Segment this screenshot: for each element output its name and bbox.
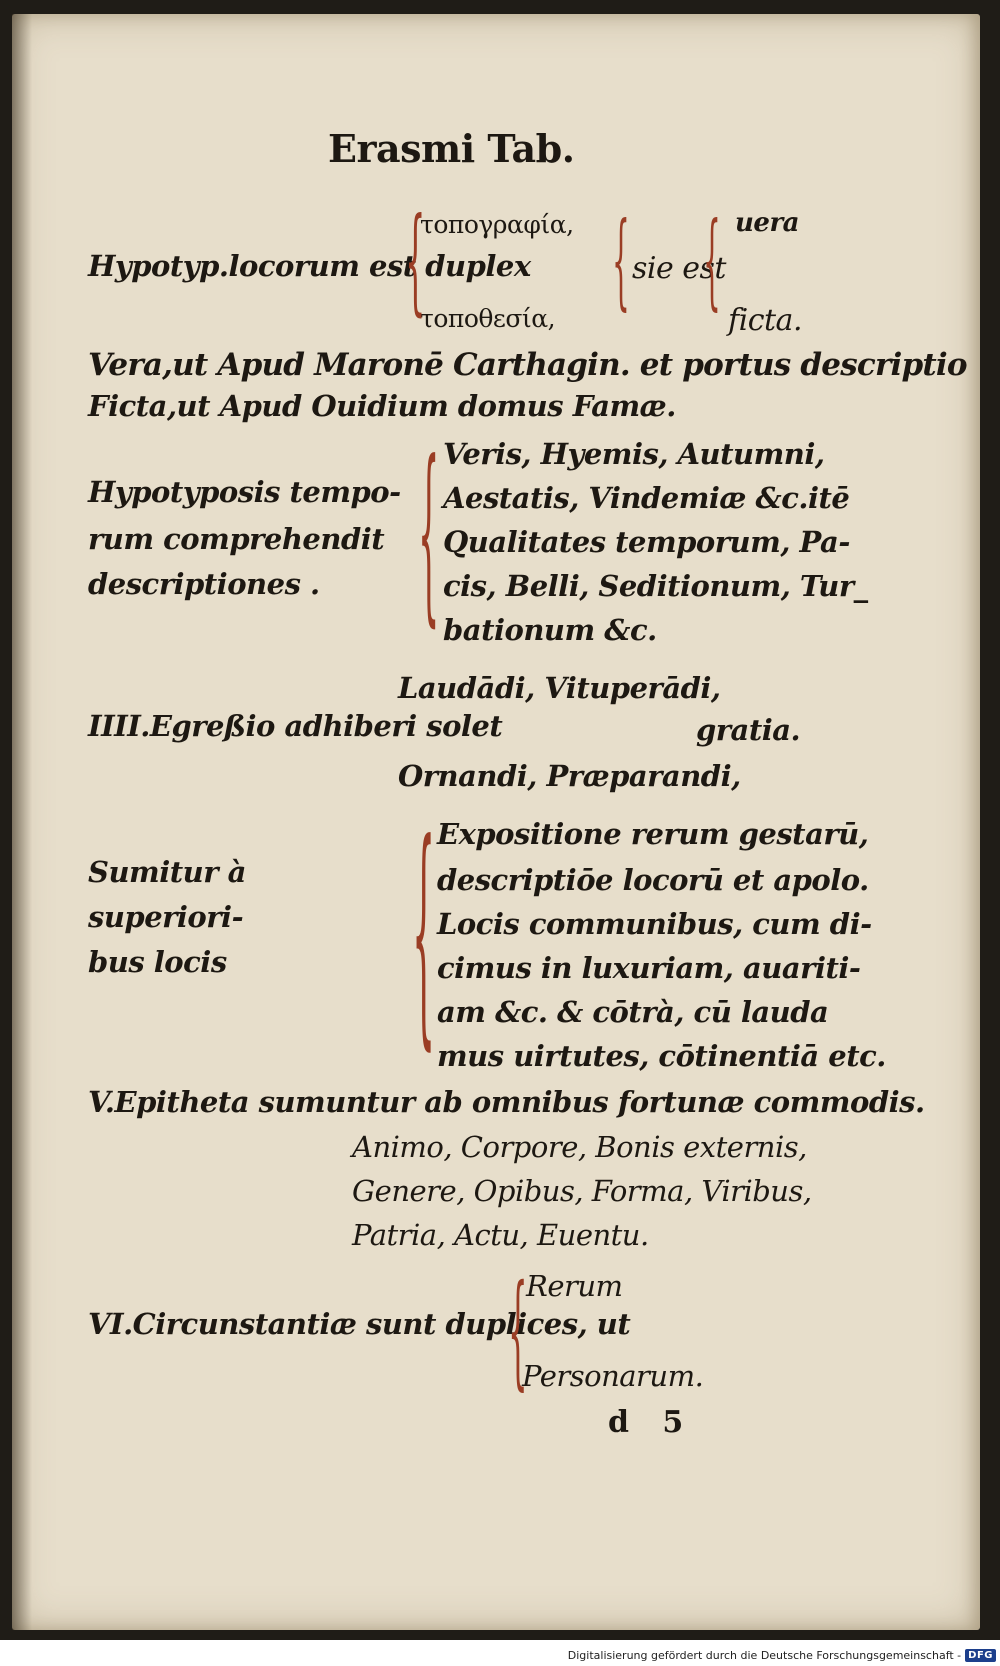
hypotyp-locorum-label: Hypotyp.locorum est duplex [88,249,531,283]
circumstantiae-top: Rerum [526,1269,623,1303]
temporum-item-1: Veris, Hyemis, Autumni, [443,437,825,471]
vera-label: uera [735,208,799,238]
temporum-label-1: Hypotyposis tempo- [88,475,401,509]
sumitur-item-2: descriptiōe locorū et apolo. [437,863,869,897]
brace-sumitur: { [412,797,436,1074]
epitheta-label: V.Epitheta sumuntur ab omnibus fortunæ commodis. [88,1085,925,1119]
temporum-label-2: rum comprehendit [88,522,385,556]
circumstantiae-bottom: Personarum. [522,1359,704,1393]
epitheta-item-3: Patria, Actu, Euentu. [352,1218,649,1252]
vera-line: Vera,ut Apud Maronē Carthagin. et portus descriptio [88,347,967,383]
temporum-item-3: Qualitates temporum, Pa- [443,525,850,559]
greek-topographia: τοπογραφία, [420,210,574,239]
signature-mark: d 5 [608,1405,683,1440]
brace-greek: { [405,192,426,327]
sumitur-item-4: cimus in luxuriam, auariti- [437,951,861,985]
sumitur-label-3: bus locis [88,945,227,979]
brace-temporum: { [418,422,440,646]
epitheta-item-2: Genere, Opibus, Forma, Viribus, [352,1174,812,1208]
ficta-line: Ficta,ut Apud Ouidium domus Famæ. [88,389,676,423]
sie-est-text: sie est [632,251,726,286]
sumitur-label-1: Sumitur à [88,855,246,889]
brace-sie-est-right: { [703,202,721,322]
temporum-item-2: Aestatis, Vindemiæ &c.itē [443,481,850,515]
egressio-top: Laudādi, Vituperādi, [398,671,721,705]
page-gutter-shadow [12,14,32,1630]
egressio-bottom: Ornandi, Præparandi, [398,759,741,793]
sumitur-item-1: Expositione rerum gestarū, [437,817,869,851]
footer-text: Digitalisierung gefördert durch die Deutsche Forschungsgemeinschaft - [567,1648,962,1662]
circumstantiae-label: VI.Circunstantiæ sunt duplices, ut [88,1307,631,1341]
greek-topothesia: τοποθεσία, [420,304,556,333]
dfg-logo: DFG [965,1649,996,1662]
temporum-item-5: bationum &c. [443,613,657,647]
sumitur-label-2: superiori- [88,900,244,934]
brace-circumstantiae: { [508,1260,528,1404]
temporum-label-3: descriptiones . [88,567,320,601]
temporum-item-4: cis, Belli, Seditionum, Tur_ [443,569,868,603]
egressio-gratia: gratia. [696,713,801,747]
egressio-label: IIII.Egreßio adhiberi solet [88,709,503,743]
ficta-label: ficta. [728,303,802,338]
sumitur-item-3: Locis communibus, cum di- [437,907,872,941]
sumitur-item-5: am &c. & cōtrà, cū lauda [437,995,829,1029]
brace-sie-est-left: { [612,202,630,322]
sumitur-item-6: mus uirtutes, cōtinentiā etc. [437,1039,886,1073]
running-header: Erasmi Tab. [328,126,575,171]
epitheta-item-1: Animo, Corpore, Bonis externis, [352,1130,807,1164]
digitization-footer [568,1646,996,1664]
